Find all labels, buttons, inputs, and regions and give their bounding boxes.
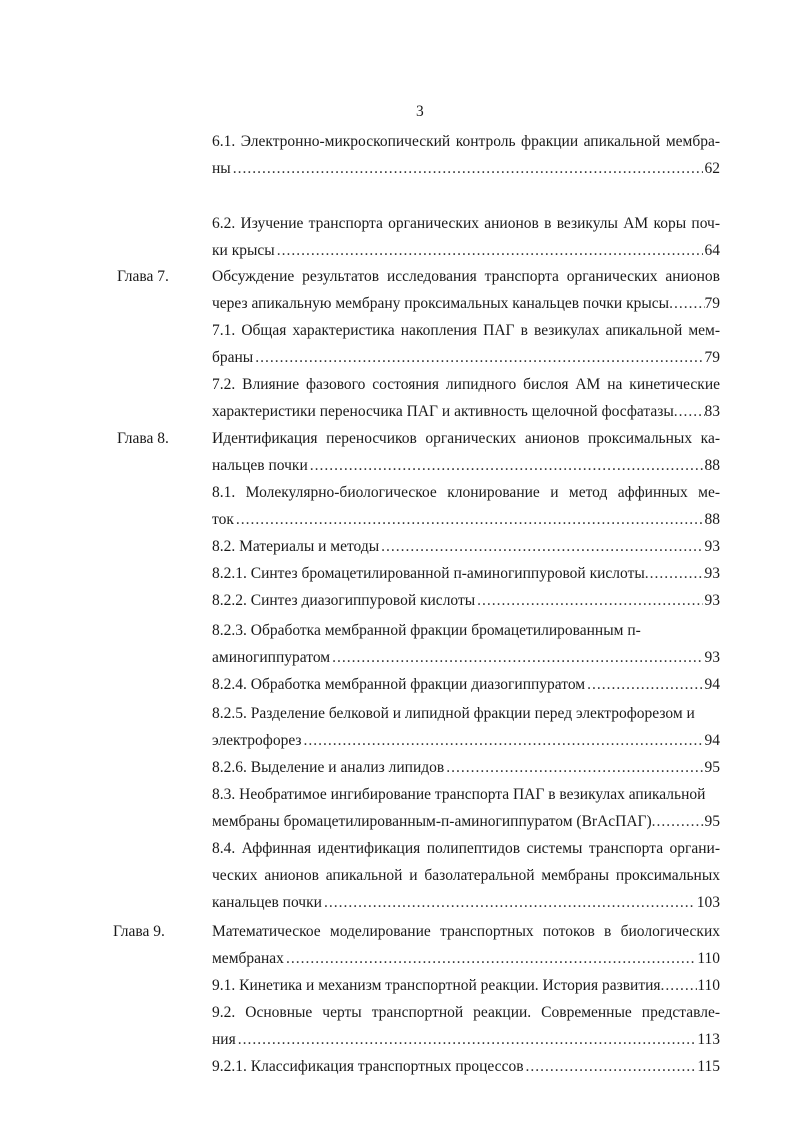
toc-9-2-title: 9.2. Основные черты транспортной реакции. Современные представле- [212,1004,720,1021]
toc-ch8-title: Идентификация переносчиков органических анионов проксимальных ка- [212,430,720,447]
toc-8-1-page: 88 [704,511,720,528]
page-number: 3 [416,103,424,120]
toc-8-2-4-title: 8.2.4. Обработка мембранной фракции диазогиппуратом [212,676,586,693]
toc-8-2-entry [212,538,720,556]
toc-7-1-entry [212,349,720,367]
toc-9-2-1-title: 9.2.1. Классификация транспортных процессов [212,1058,524,1075]
toc-9-1-title: 9.1. Кинетика и механизм транспортной реакции. История развития [212,977,661,994]
toc-8-4-entry [212,894,720,912]
toc-8-2-2-page: 93 [704,592,720,609]
toc-8-2-5-page: 94 [704,732,720,749]
toc-ch9-title-cont: мембранах [212,950,284,967]
toc-8-2-3-entry [212,649,720,667]
toc-8-2-2-title: 8.2.2. Синтез диазогиппуровой кислоты [212,592,476,609]
toc-8-2-1-entry [212,565,720,583]
leader-dots [255,349,702,367]
leader-dots [526,1058,696,1076]
toc-9-2-1-page: 115 [697,1058,720,1075]
toc-8-4-title: 8.4. Аффинная идентификация полипептидов системы транспорта органи- [212,840,720,857]
toc-8-2-3-page: 93 [704,649,720,666]
toc-ch7-entry [212,295,720,313]
chapter-8-label: Глава 8. [117,430,169,447]
leader-dots [669,295,704,313]
toc-ch8-page: 88 [704,457,720,474]
leader-dots [446,759,702,777]
leader-dots [674,403,705,421]
toc-8-2-5-title-cont: электрофорез [212,732,302,749]
toc-9-1-entry [212,977,720,995]
toc-8-1-title: 8.1. Молекулярно-биологическое клонирование и метод аффинных ме- [212,484,720,501]
toc-8-2-4-entry [212,676,720,694]
leader-dots [381,538,702,556]
leader-dots [277,242,703,260]
toc-6-2-entry [212,242,720,260]
toc-8-1-entry [212,511,720,529]
toc-8-4-page: 103 [696,894,720,911]
leader-dots [238,1031,696,1049]
toc-ch9-entry [212,950,720,968]
toc-ch9-title: Математическое моделирование транспортных потоков в биологических [212,923,720,940]
toc-9-2-title-cont: ния [212,1031,236,1048]
toc-8-2-6-entry [212,759,720,777]
leader-dots [661,977,698,995]
toc-8-1-title-cont: ток [212,511,234,528]
leader-dots [645,565,705,583]
leader-dots [324,894,695,912]
toc-8-2-title: 8.2. Материалы и методы [212,538,380,555]
toc-7-2-title: 7.2. Влияние фазового состояния липидного бислоя АМ на кинетические [212,376,720,393]
toc-8-2-page: 93 [704,538,720,555]
leader-dots [286,950,695,968]
toc-6-2-page: 64 [704,242,720,259]
toc-8-2-4-page: 94 [704,676,720,693]
toc-ch8-title-cont: нальцев почки [212,457,308,474]
toc-ch7-title: Обсуждение результатов исследования транспорта органических анионов [212,268,720,285]
toc-8-2-3-title-cont: аминогиппуратом [212,649,331,666]
toc-ch9-page: 110 [697,950,720,967]
toc-7-2-page: 83 [704,403,720,420]
toc-6-2-title: 6.2. Изучение транспорта органических анионов в везикулы АМ коры поч- [212,215,720,232]
leader-dots [477,592,702,610]
toc-6-1-title: 6.1. Электронно-микроскопический контроль фракции апикальной мембра- [212,133,720,150]
toc-8-2-6-title: 8.2.6. Выделение и анализ липидов [212,759,445,776]
toc-9-2-entry [212,1031,720,1049]
toc-9-2-1-entry [212,1058,720,1076]
toc-6-1-page: 62 [704,160,720,177]
toc-6-2-title-cont: ки крысы [212,242,275,259]
toc-8-2-1-title: 8.2.1. Синтез бромацетилированной п-аминогиппуровой кислоты [212,565,645,582]
leader-dots [233,160,703,178]
toc-7-2-title-cont: характеристики переносчика ПАГ и активность щелочной фосфатазы [212,403,674,420]
toc-8-2-5-title: 8.2.5. Разделение белковой и липидной фракции перед электрофорезом и [212,705,695,722]
chapter-7-label: Глава 7. [117,268,169,285]
leader-dots [332,649,702,667]
toc-8-3-entry [212,813,720,831]
toc-7-2-entry [212,403,720,421]
toc-7-1-title-cont: браны [212,349,254,366]
toc-6-1-title-cont: ны [212,160,231,177]
toc-8-2-1-page: 93 [704,565,720,582]
toc-8-3-title: 8.3. Необратимое ингибирование транспорта ПАГ в везикулах апикальной [212,786,706,803]
leader-dots [304,732,703,750]
toc-ch7-title-cont: через апикальную мембрану проксимальных канальцев почки крысы [212,295,670,312]
toc-8-2-3-title: 8.2.3. Обработка мембранной фракции бромацетилированным п- [212,622,641,639]
toc-8-4-title-end: канальцев почки [212,894,322,911]
leader-dots [310,457,703,475]
toc-8-2-5-entry [212,732,720,750]
toc-8-3-title-cont: мембраны бромацетилированным-п-аминогиппуратом (BrAcПАГ) [212,813,652,830]
leader-dots [587,676,702,694]
leader-dots [236,511,703,529]
toc-8-4-title-cont: ческих анионов апикальной и базолатеральной мембраны проксимальных [212,867,720,884]
toc-ch7-page: 79 [704,295,720,312]
toc-ch8-entry [212,457,720,475]
toc-8-2-6-page: 95 [704,759,720,776]
toc-9-2-page: 113 [697,1031,720,1048]
toc-9-1-page: 110 [697,977,720,994]
toc-7-1-page: 79 [704,349,720,366]
toc-8-3-page: 95 [704,813,720,830]
toc-6-1-entry [212,160,720,178]
toc-7-1-title: 7.1. Общая характеристика накопления ПАГ в везикулах апикальной мем- [212,322,720,339]
leader-dots [652,813,705,831]
chapter-9-label: Глава 9. [113,923,165,940]
toc-8-2-2-entry [212,592,720,610]
